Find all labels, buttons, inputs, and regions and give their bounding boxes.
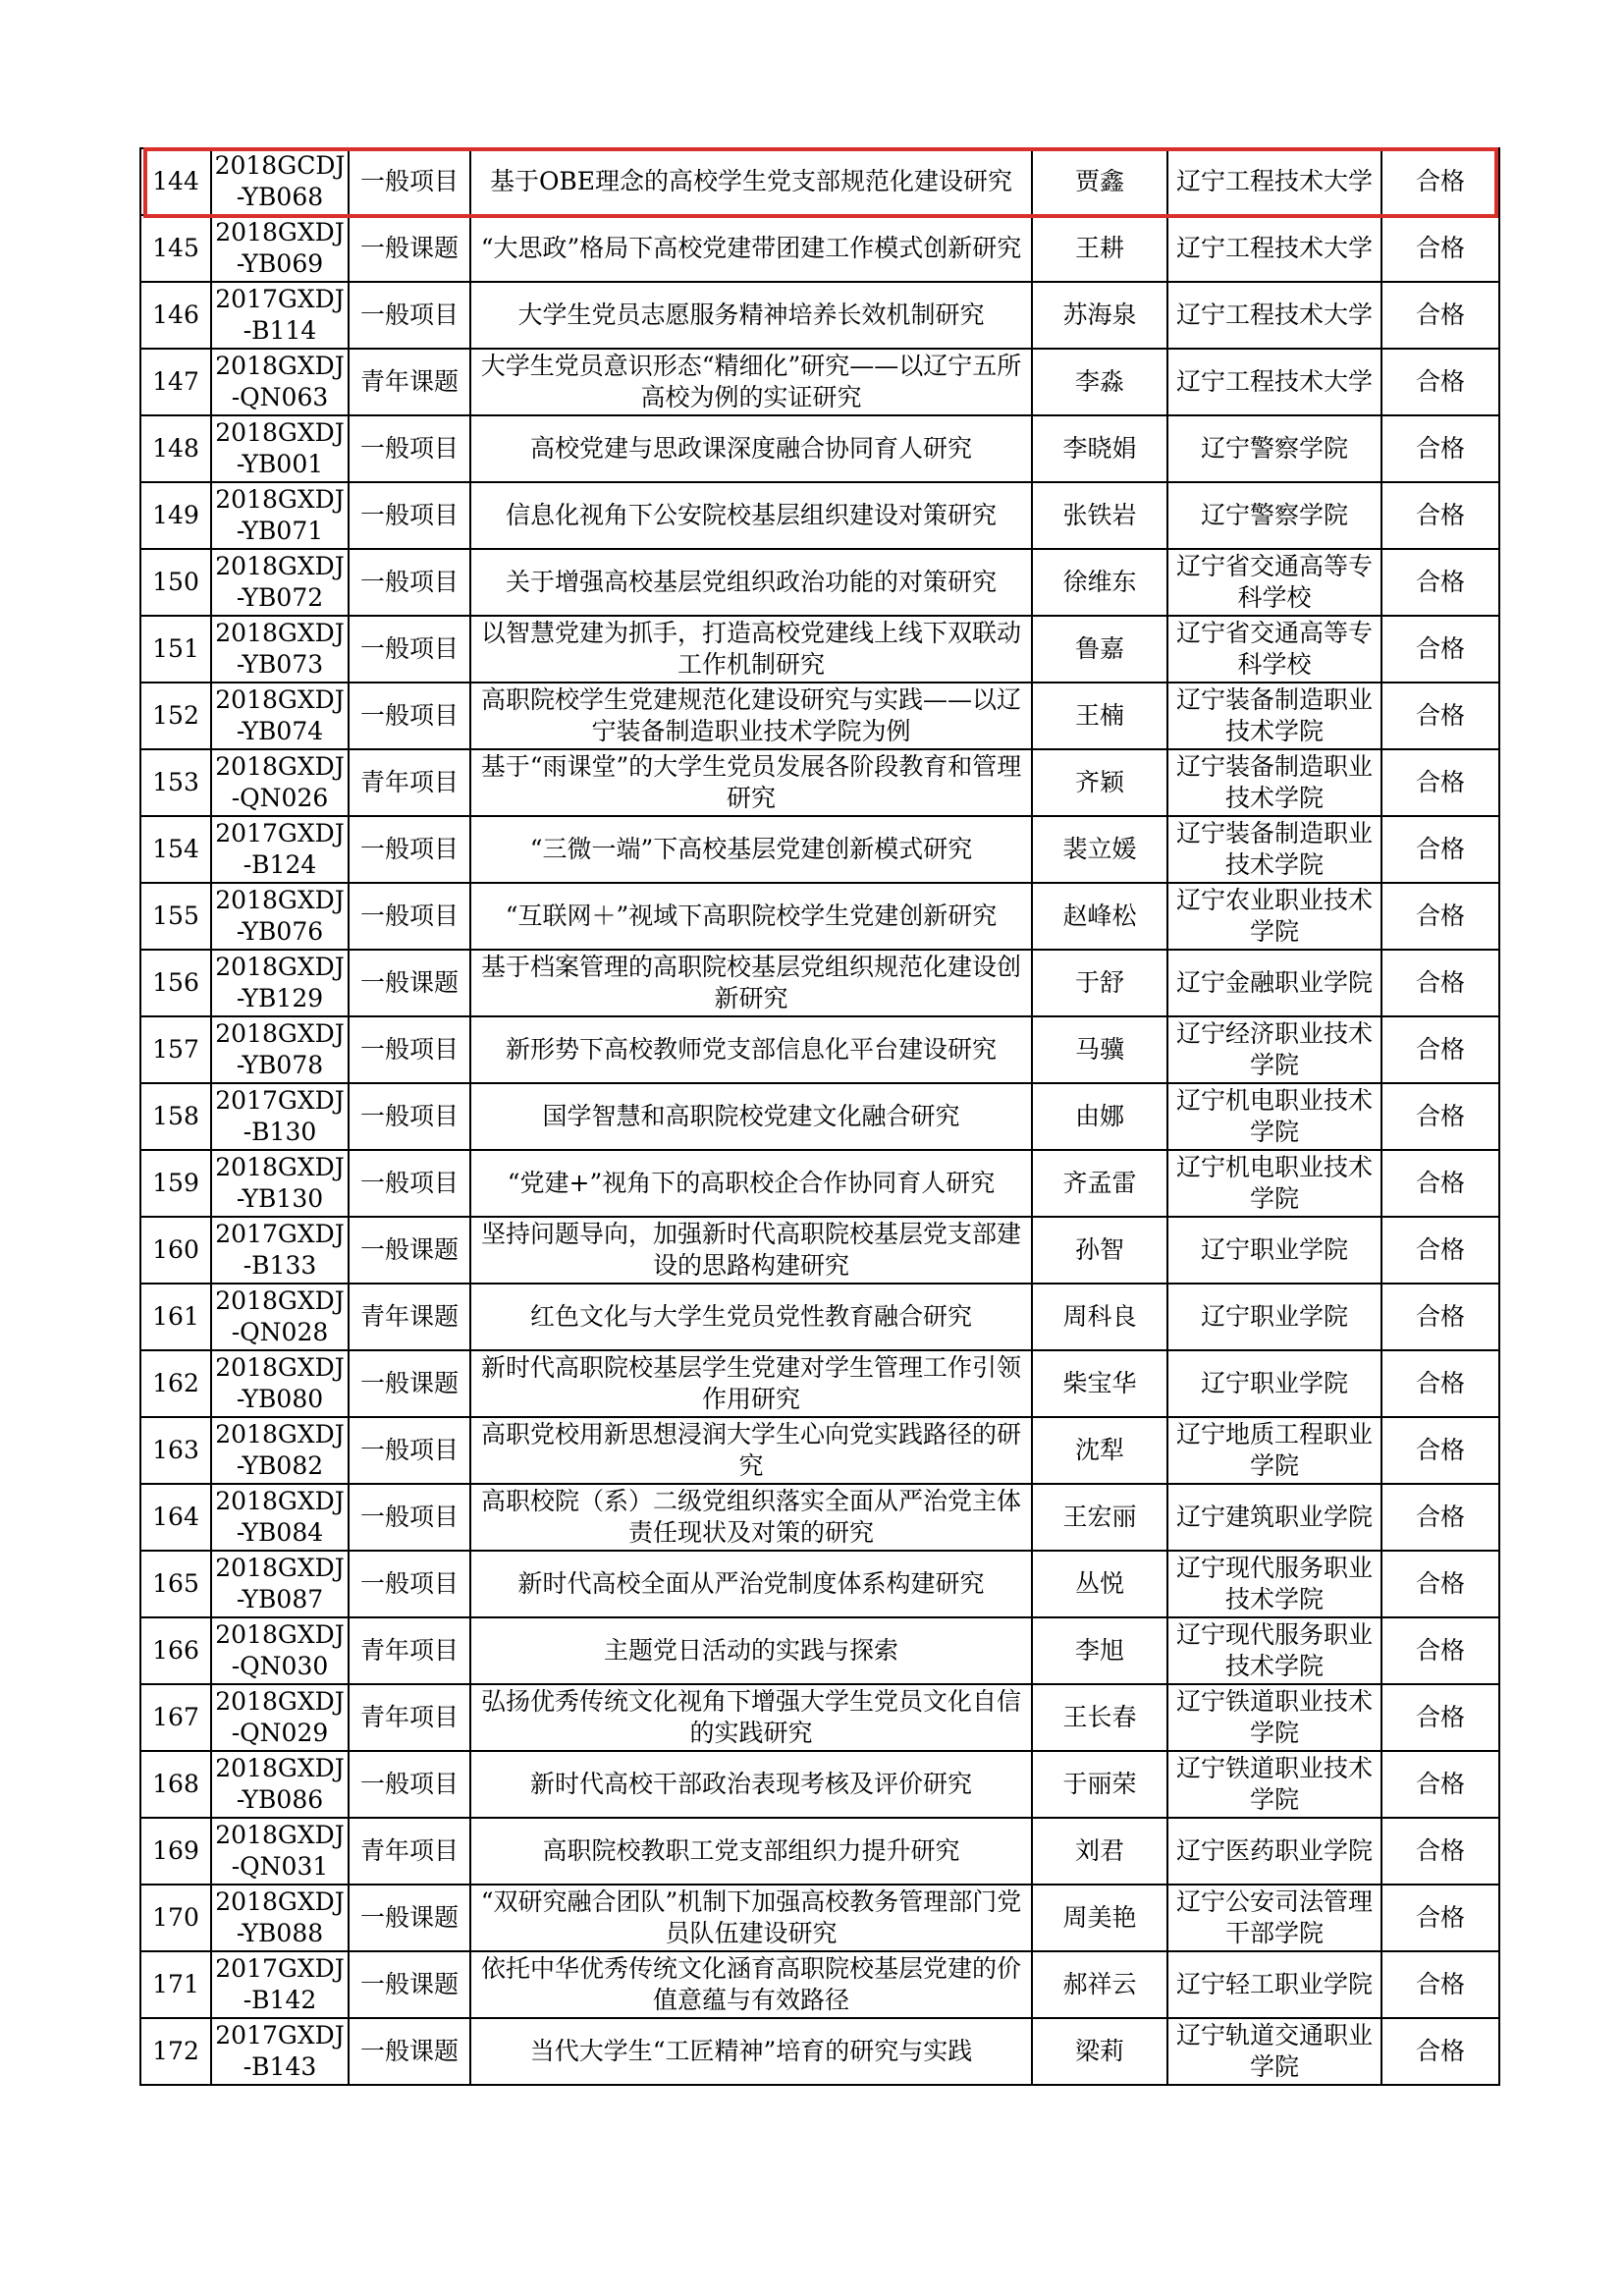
result-cell: 合格 (1381, 1684, 1499, 1751)
result-cell: 合格 (1381, 816, 1499, 883)
leader-name-cell: 李晓娟 (1032, 415, 1167, 482)
leader-name-cell: 王楠 (1032, 683, 1167, 749)
row-number-cell: 163 (140, 1417, 211, 1484)
institution-cell: 辽宁装备制造职业技术学院 (1167, 816, 1381, 883)
project-type-cell: 一般课题 (349, 2018, 470, 2085)
project-title-cell: 主题党日活动的实践与探索 (470, 1617, 1032, 1684)
project-code-cell: 2018GXDJ-YB086 (211, 1751, 349, 1818)
row-number-cell: 172 (140, 2018, 211, 2085)
leader-name-cell: 马骥 (1032, 1016, 1167, 1083)
row-number-cell: 154 (140, 816, 211, 883)
table-row (140, 749, 1499, 816)
leader-name-cell: 丛悦 (1032, 1551, 1167, 1617)
project-code-cell: 2018GXDJ-QN028 (211, 1284, 349, 1350)
row-number-cell: 145 (140, 215, 211, 282)
project-title-cell: 关于增强高校基层党组织政治功能的对策研究 (470, 549, 1032, 616)
row-number-cell: 153 (140, 749, 211, 816)
row-number-cell: 158 (140, 1083, 211, 1150)
project-title-cell: 基于OBE理念的高校学生党支部规范化建设研究 (470, 148, 1032, 215)
result-cell: 合格 (1381, 2018, 1499, 2085)
row-number-cell: 159 (140, 1150, 211, 1217)
project-code-cell: 2018GXDJ-YB073 (211, 616, 349, 683)
project-type-cell: 青年项目 (349, 1617, 470, 1684)
table-row (140, 1617, 1499, 1684)
institution-cell: 辽宁装备制造职业技术学院 (1167, 749, 1381, 816)
table-row (140, 1417, 1499, 1484)
project-type-cell: 一般课题 (349, 1951, 470, 2018)
project-code-cell: 2018GXDJ-QN029 (211, 1684, 349, 1751)
project-type-cell: 一般项目 (349, 1150, 470, 1217)
institution-cell: 辽宁工程技术大学 (1167, 148, 1381, 215)
project-title-cell: 弘扬优秀传统文化视角下增强大学生党员文化自信的实践研究 (470, 1684, 1032, 1751)
result-cell: 合格 (1381, 683, 1499, 749)
project-title-cell: 以智慧党建为抓手，打造高校党建线上线下双联动工作机制研究 (470, 616, 1032, 683)
project-type-cell: 一般项目 (349, 415, 470, 482)
project-code-cell: 2018GXDJ-YB071 (211, 482, 349, 549)
project-title-cell: 高职党校用新思想浸润大学生心向党实践路径的研究 (470, 1417, 1032, 1484)
table-row (140, 1818, 1499, 1885)
leader-name-cell: 于丽荣 (1032, 1751, 1167, 1818)
project-title-cell: 高职院校教职工党支部组织力提升研究 (470, 1818, 1032, 1885)
institution-cell: 辽宁公安司法管理干部学院 (1167, 1885, 1381, 1951)
institution-cell: 辽宁职业学院 (1167, 1350, 1381, 1417)
project-title-cell: 大学生党员志愿服务精神培养长效机制研究 (470, 282, 1032, 349)
project-title-cell: “双研究融合团队”机制下加强高校教务管理部门党员队伍建设研究 (470, 1885, 1032, 1951)
project-code-cell: 2017GXDJ-B143 (211, 2018, 349, 2085)
table-row (140, 1484, 1499, 1551)
leader-name-cell: 李旭 (1032, 1617, 1167, 1684)
row-number-cell: 161 (140, 1284, 211, 1350)
table-row (140, 1951, 1499, 2018)
row-number-cell: 148 (140, 415, 211, 482)
project-results-table (139, 147, 1500, 2086)
project-type-cell: 一般项目 (349, 1751, 470, 1818)
table-row (140, 683, 1499, 749)
result-cell: 合格 (1381, 1551, 1499, 1617)
project-type-cell: 一般课题 (349, 215, 470, 282)
result-cell: 合格 (1381, 215, 1499, 282)
row-number-cell: 151 (140, 616, 211, 683)
institution-cell: 辽宁铁道职业技术学院 (1167, 1684, 1381, 1751)
project-type-cell: 青年项目 (349, 1818, 470, 1885)
leader-name-cell: 于舒 (1032, 950, 1167, 1016)
leader-name-cell: 王耕 (1032, 215, 1167, 282)
row-number-cell: 171 (140, 1951, 211, 2018)
leader-name-cell: 李淼 (1032, 349, 1167, 415)
project-title-cell: 基于“雨课堂”的大学生党员发展各阶段教育和管理研究 (470, 749, 1032, 816)
project-code-cell: 2017GXDJ-B130 (211, 1083, 349, 1150)
institution-cell: 辽宁工程技术大学 (1167, 282, 1381, 349)
institution-cell: 辽宁铁道职业技术学院 (1167, 1751, 1381, 1818)
project-code-cell: 2018GXDJ-QN030 (211, 1617, 349, 1684)
table-row (140, 1751, 1499, 1818)
result-cell: 合格 (1381, 482, 1499, 549)
project-code-cell: 2017GXDJ-B124 (211, 816, 349, 883)
project-type-cell: 青年课题 (349, 349, 470, 415)
row-number-cell: 170 (140, 1885, 211, 1951)
project-title-cell: 高校党建与思政课深度融合协同育人研究 (470, 415, 1032, 482)
project-title-cell: 依托中华优秀传统文化涵育高职院校基层党建的价值意蕴与有效路径 (470, 1951, 1032, 2018)
project-title-cell: 新时代高校干部政治表现考核及评价研究 (470, 1751, 1032, 1818)
table-row (140, 1885, 1499, 1951)
result-cell: 合格 (1381, 1284, 1499, 1350)
row-number-cell: 164 (140, 1484, 211, 1551)
result-cell: 合格 (1381, 549, 1499, 616)
institution-cell: 辽宁现代服务职业技术学院 (1167, 1551, 1381, 1617)
project-code-cell: 2018GXDJ-YB069 (211, 215, 349, 282)
leader-name-cell: 张铁岩 (1032, 482, 1167, 549)
leader-name-cell: 赵峰松 (1032, 883, 1167, 950)
project-title-cell: 坚持问题导向，加强新时代高职院校基层党支部建设的思路构建研究 (470, 1217, 1032, 1284)
row-number-cell: 147 (140, 349, 211, 415)
table-row (140, 1083, 1499, 1150)
leader-name-cell: 郝祥云 (1032, 1951, 1167, 2018)
institution-cell: 辽宁职业学院 (1167, 1217, 1381, 1284)
project-code-cell: 2018GXDJ-YB087 (211, 1551, 349, 1617)
project-type-cell: 一般项目 (349, 683, 470, 749)
project-code-cell: 2018GXDJ-YB078 (211, 1016, 349, 1083)
institution-cell: 辽宁工程技术大学 (1167, 215, 1381, 282)
project-type-cell: 一般项目 (349, 1016, 470, 1083)
row-number-cell: 169 (140, 1818, 211, 1885)
result-cell: 合格 (1381, 1417, 1499, 1484)
row-number-cell: 166 (140, 1617, 211, 1684)
result-cell: 合格 (1381, 1885, 1499, 1951)
project-title-cell: 大学生党员意识形态“精细化”研究——以辽宁五所高校为例的实证研究 (470, 349, 1032, 415)
project-code-cell: 2018GXDJ-YB088 (211, 1885, 349, 1951)
project-code-cell: 2018GXDJ-QN026 (211, 749, 349, 816)
project-type-cell: 一般课题 (349, 950, 470, 1016)
institution-cell: 辽宁现代服务职业技术学院 (1167, 1617, 1381, 1684)
leader-name-cell: 贾鑫 (1032, 148, 1167, 215)
project-title-cell: 基于档案管理的高职院校基层党组织规范化建设创新研究 (470, 950, 1032, 1016)
institution-cell: 辽宁经济职业技术学院 (1167, 1016, 1381, 1083)
result-cell: 合格 (1381, 1818, 1499, 1885)
table-row (140, 1150, 1499, 1217)
table-row (140, 1217, 1499, 1284)
institution-cell: 辽宁警察学院 (1167, 415, 1381, 482)
project-code-cell: 2017GXDJ-B133 (211, 1217, 349, 1284)
institution-cell: 辽宁地质工程职业学院 (1167, 1417, 1381, 1484)
row-number-cell: 168 (140, 1751, 211, 1818)
table-row (140, 282, 1499, 349)
table-row (140, 549, 1499, 616)
project-title-cell: 当代大学生“工匠精神”培育的研究与实践 (470, 2018, 1032, 2085)
result-cell: 合格 (1381, 148, 1499, 215)
table-row (140, 1551, 1499, 1617)
row-number-cell: 162 (140, 1350, 211, 1417)
result-cell: 合格 (1381, 282, 1499, 349)
row-number-cell: 144 (140, 148, 211, 215)
result-cell: 合格 (1381, 1617, 1499, 1684)
table-row (140, 616, 1499, 683)
table-row (140, 215, 1499, 282)
table-row (140, 883, 1499, 950)
leader-name-cell: 齐孟雷 (1032, 1150, 1167, 1217)
institution-cell: 辽宁省交通高等专科学校 (1167, 616, 1381, 683)
project-type-cell: 一般项目 (349, 482, 470, 549)
row-number-cell: 156 (140, 950, 211, 1016)
result-cell: 合格 (1381, 1484, 1499, 1551)
project-type-cell: 青年项目 (349, 749, 470, 816)
institution-cell: 辽宁建筑职业学院 (1167, 1484, 1381, 1551)
institution-cell: 辽宁医药职业学院 (1167, 1818, 1381, 1885)
row-number-cell: 167 (140, 1684, 211, 1751)
project-code-cell: 2018GCDJ-YB068 (211, 148, 349, 215)
project-title-cell: 新形势下高校教师党支部信息化平台建设研究 (470, 1016, 1032, 1083)
row-number-cell: 152 (140, 683, 211, 749)
table-row (140, 1016, 1499, 1083)
leader-name-cell: 齐颖 (1032, 749, 1167, 816)
project-code-cell: 2017GXDJ-B114 (211, 282, 349, 349)
leader-name-cell: 王宏丽 (1032, 1484, 1167, 1551)
project-type-cell: 一般项目 (349, 616, 470, 683)
row-number-cell: 157 (140, 1016, 211, 1083)
result-cell: 合格 (1381, 616, 1499, 683)
institution-cell: 辽宁职业学院 (1167, 1284, 1381, 1350)
result-cell: 合格 (1381, 883, 1499, 950)
result-cell: 合格 (1381, 749, 1499, 816)
leader-name-cell: 王长春 (1032, 1684, 1167, 1751)
institution-cell: 辽宁轨道交通职业学院 (1167, 2018, 1381, 2085)
project-type-cell: 青年项目 (349, 1684, 470, 1751)
table-row (140, 2018, 1499, 2085)
row-number-cell: 150 (140, 549, 211, 616)
leader-name-cell: 裴立媛 (1032, 816, 1167, 883)
project-title-cell: 新时代高校全面从严治党制度体系构建研究 (470, 1551, 1032, 1617)
project-type-cell: 青年课题 (349, 1284, 470, 1350)
result-cell: 合格 (1381, 1016, 1499, 1083)
project-title-cell: “党建+”视角下的高职校企合作协同育人研究 (470, 1150, 1032, 1217)
project-title-cell: 信息化视角下公安院校基层组织建设对策研究 (470, 482, 1032, 549)
institution-cell: 辽宁装备制造职业技术学院 (1167, 683, 1381, 749)
row-number-cell: 149 (140, 482, 211, 549)
project-type-cell: 一般项目 (349, 1083, 470, 1150)
project-type-cell: 一般项目 (349, 816, 470, 883)
project-code-cell: 2018GXDJ-YB074 (211, 683, 349, 749)
row-number-cell: 165 (140, 1551, 211, 1617)
table-row (140, 1284, 1499, 1350)
leader-name-cell: 周美艳 (1032, 1885, 1167, 1951)
institution-cell: 辽宁机电职业技术学院 (1167, 1083, 1381, 1150)
project-code-cell: 2018GXDJ-YB129 (211, 950, 349, 1016)
institution-cell: 辽宁轻工职业学院 (1167, 1951, 1381, 2018)
project-code-cell: 2018GXDJ-YB084 (211, 1484, 349, 1551)
table-row (140, 415, 1499, 482)
project-title-cell: 高职校院（系）二级党组织落实全面从严治党主体责任现状及对策的研究 (470, 1484, 1032, 1551)
project-type-cell: 一般项目 (349, 1551, 470, 1617)
project-type-cell: 一般项目 (349, 549, 470, 616)
leader-name-cell: 刘君 (1032, 1818, 1167, 1885)
table-row (140, 1350, 1499, 1417)
institution-cell: 辽宁农业职业技术学院 (1167, 883, 1381, 950)
project-code-cell: 2018GXDJ-YB130 (211, 1150, 349, 1217)
project-type-cell: 一般课题 (349, 1885, 470, 1951)
project-title-cell: 红色文化与大学生党员党性教育融合研究 (470, 1284, 1032, 1350)
table-body (140, 148, 1499, 2085)
project-title-cell: “三微一端”下高校基层党建创新模式研究 (470, 816, 1032, 883)
table-row (140, 816, 1499, 883)
leader-name-cell: 柴宝华 (1032, 1350, 1167, 1417)
project-code-cell: 2017GXDJ-B142 (211, 1951, 349, 2018)
project-title-cell: “大思政”格局下高校党建带团建工作模式创新研究 (470, 215, 1032, 282)
institution-cell: 辽宁省交通高等专科学校 (1167, 549, 1381, 616)
project-type-cell: 一般项目 (349, 148, 470, 215)
leader-name-cell: 周科良 (1032, 1284, 1167, 1350)
row-number-cell: 146 (140, 282, 211, 349)
project-type-cell: 一般项目 (349, 1417, 470, 1484)
project-type-cell: 一般项目 (349, 883, 470, 950)
result-cell: 合格 (1381, 1751, 1499, 1818)
leader-name-cell: 梁莉 (1032, 2018, 1167, 2085)
leader-name-cell: 孙智 (1032, 1217, 1167, 1284)
project-type-cell: 一般课题 (349, 1217, 470, 1284)
table-row (140, 349, 1499, 415)
table-row (140, 1684, 1499, 1751)
project-type-cell: 一般课题 (349, 1350, 470, 1417)
leader-name-cell: 鲁嘉 (1032, 616, 1167, 683)
leader-name-cell: 苏海泉 (1032, 282, 1167, 349)
institution-cell: 辽宁工程技术大学 (1167, 349, 1381, 415)
table-row (140, 950, 1499, 1016)
table-row (140, 148, 1499, 215)
project-code-cell: 2018GXDJ-YB001 (211, 415, 349, 482)
institution-cell: 辽宁机电职业技术学院 (1167, 1150, 1381, 1217)
result-cell: 合格 (1381, 1350, 1499, 1417)
project-type-cell: 一般项目 (349, 282, 470, 349)
row-number-cell: 160 (140, 1217, 211, 1284)
result-cell: 合格 (1381, 1150, 1499, 1217)
row-number-cell: 155 (140, 883, 211, 950)
project-code-cell: 2018GXDJ-YB080 (211, 1350, 349, 1417)
table-row (140, 482, 1499, 549)
result-cell: 合格 (1381, 349, 1499, 415)
project-code-cell: 2018GXDJ-YB076 (211, 883, 349, 950)
project-code-cell: 2018GXDJ-QN031 (211, 1818, 349, 1885)
result-cell: 合格 (1381, 415, 1499, 482)
leader-name-cell: 徐维东 (1032, 549, 1167, 616)
leader-name-cell: 由娜 (1032, 1083, 1167, 1150)
leader-name-cell: 沈犁 (1032, 1417, 1167, 1484)
project-code-cell: 2018GXDJ-YB072 (211, 549, 349, 616)
project-title-cell: 高职院校学生党建规范化建设研究与实践——以辽宁装备制造职业技术学院为例 (470, 683, 1032, 749)
result-cell: 合格 (1381, 1951, 1499, 2018)
project-code-cell: 2018GXDJ-YB082 (211, 1417, 349, 1484)
project-title-cell: “互联网＋”视域下高职院校学生党建创新研究 (470, 883, 1032, 950)
result-cell: 合格 (1381, 950, 1499, 1016)
project-title-cell: 国学智慧和高职院校党建文化融合研究 (470, 1083, 1032, 1150)
institution-cell: 辽宁金融职业学院 (1167, 950, 1381, 1016)
project-type-cell: 一般项目 (349, 1484, 470, 1551)
project-code-cell: 2018GXDJ-QN063 (211, 349, 349, 415)
project-title-cell: 新时代高职院校基层学生党建对学生管理工作引领作用研究 (470, 1350, 1032, 1417)
institution-cell: 辽宁警察学院 (1167, 482, 1381, 549)
result-cell: 合格 (1381, 1217, 1499, 1284)
result-cell: 合格 (1381, 1083, 1499, 1150)
